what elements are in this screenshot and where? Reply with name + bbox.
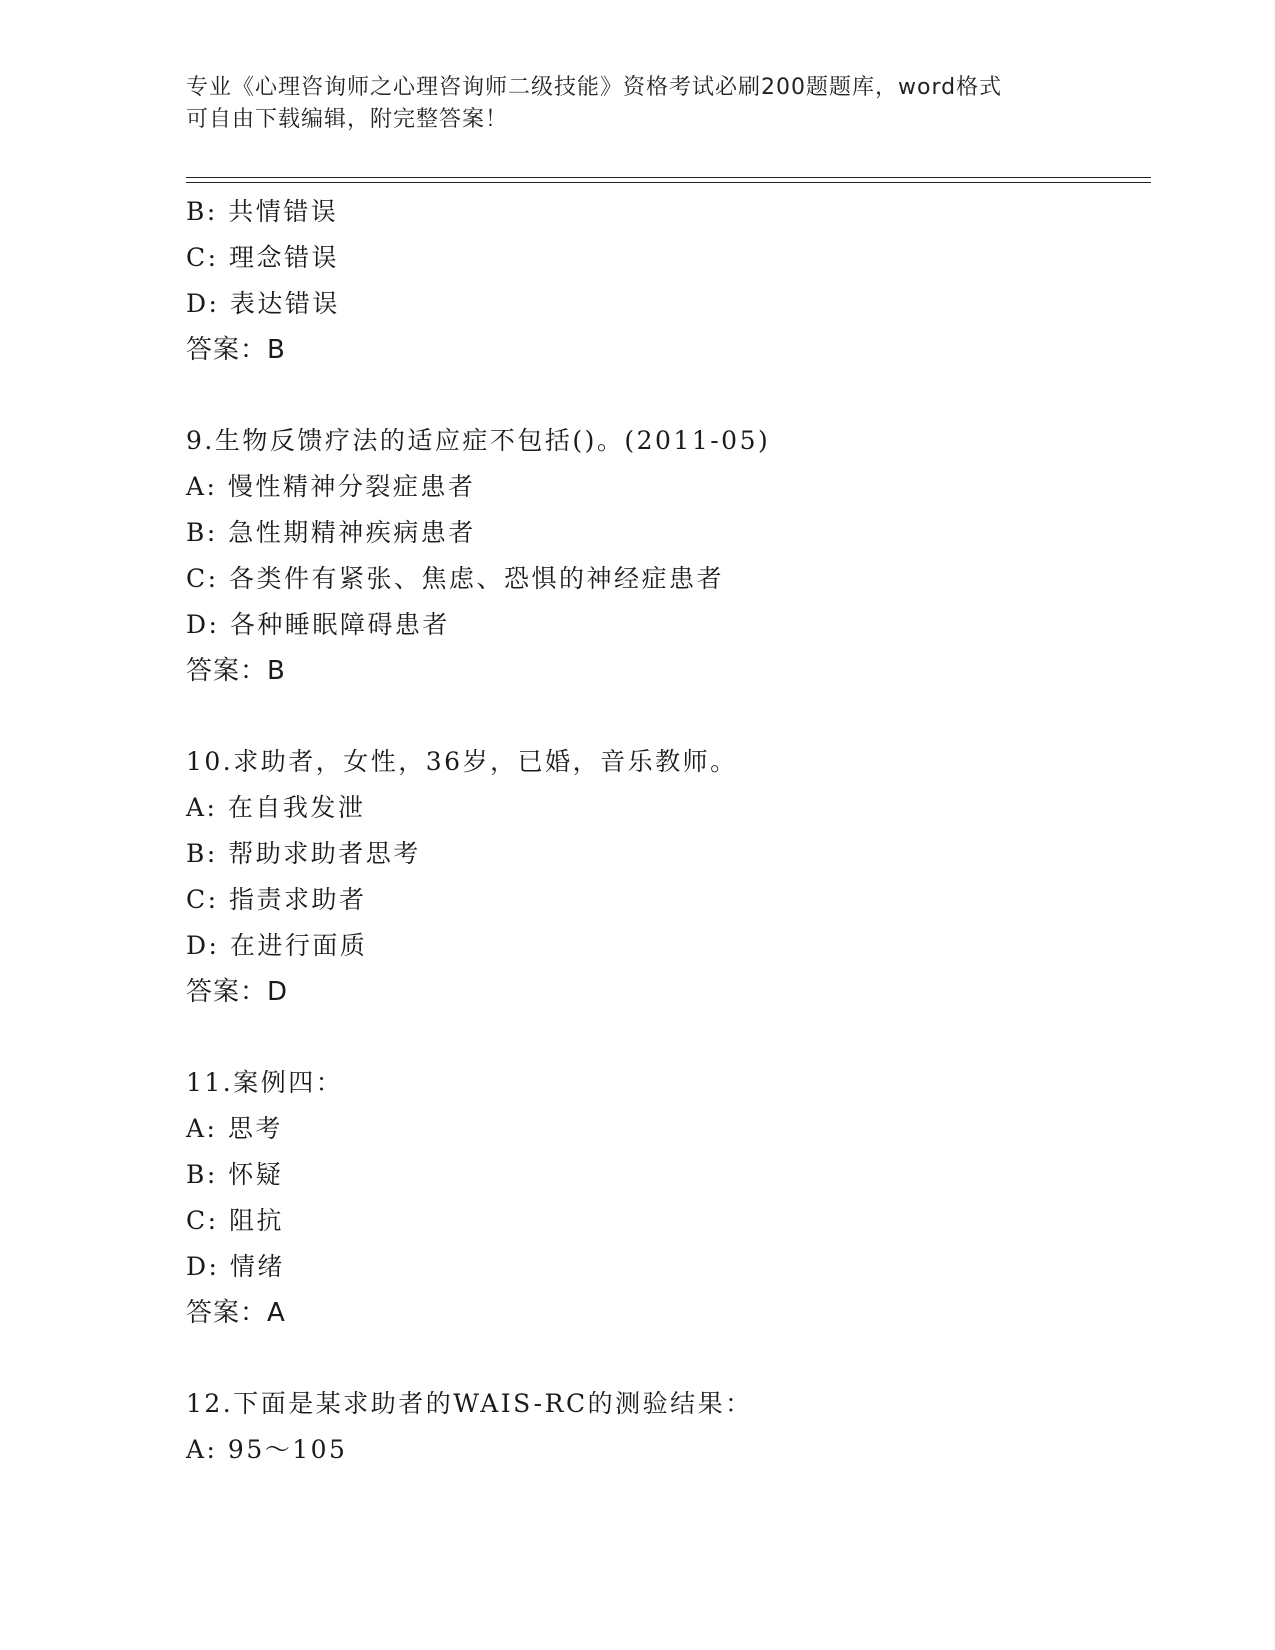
header-title-line-1: 专业《心理咨询师之心理咨询师二级技能》资格考试必刷200题题库，word格式	[186, 75, 1003, 100]
answer-label: 答案：B	[186, 656, 286, 686]
question-text: 11.案例四：	[186, 1068, 344, 1097]
answer-label: 答案：B	[186, 335, 286, 365]
option-b: B: 怀疑	[186, 1160, 284, 1189]
answer-label: 答案：D	[186, 977, 289, 1007]
question-11	[186, 1060, 1146, 1336]
spacer	[186, 694, 1146, 739]
header-divider-bottom	[186, 182, 1151, 183]
header-divider-top	[186, 177, 1151, 178]
option-b: B: 共情错误	[186, 197, 339, 226]
question-8-continued	[186, 189, 1146, 373]
question-12	[186, 1381, 1146, 1473]
header-title-line-2: 可自由下载编辑，附完整答案！	[186, 107, 509, 132]
option-a: A: 在自我发泄	[186, 793, 366, 822]
option-a: A: 慢性精神分裂症患者	[186, 472, 476, 501]
option-c: C: 理念错误	[186, 243, 339, 272]
question-9	[186, 418, 1146, 694]
option-d: D: 情绪	[186, 1252, 285, 1281]
option-d: D: 表达错误	[186, 289, 340, 318]
page-header	[186, 72, 1086, 136]
question-10	[186, 739, 1146, 1015]
option-d: D: 各种睡眠障碍患者	[186, 610, 450, 639]
option-c: C: 各类件有紧张、焦虑、恐惧的神经症患者	[186, 564, 724, 593]
option-c: C: 指责求助者	[186, 885, 367, 914]
option-a: A: 思考	[186, 1114, 283, 1143]
spacer	[186, 1015, 1146, 1060]
spacer	[186, 1336, 1146, 1381]
option-a: A: 95～105	[186, 1435, 348, 1464]
option-d: D: 在进行面质	[186, 931, 368, 960]
spacer	[186, 373, 1146, 418]
question-text: 12.下面是某求助者的WAIS-RC的测验结果：	[186, 1389, 753, 1418]
question-text: 9.生物反馈疗法的适应症不包括()。(2011-05)	[186, 426, 771, 455]
question-list	[186, 189, 1146, 1473]
option-c: C: 阻抗	[186, 1206, 284, 1235]
question-text: 10.求助者，女性，36岁，已婚，音乐教师。	[186, 747, 738, 776]
option-b: B: 帮助求助者思考	[186, 839, 421, 868]
answer-label: 答案：A	[186, 1298, 286, 1328]
option-b: B: 急性期精神疾病患者	[186, 518, 476, 547]
